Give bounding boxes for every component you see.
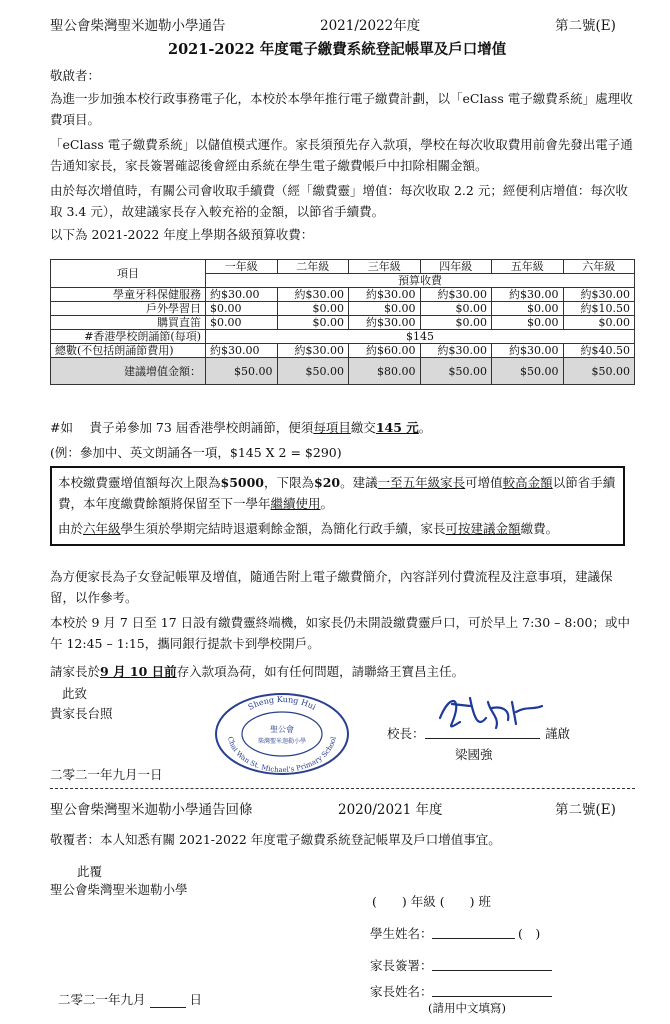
paragraph-3: 由於每次增值時，有關公司會收取手續費（經「繳費靈」增值：每次收取 2.2 元；經便利店增值：每次收取 3.4 元），故建議家長存入較充裕的金額，以節省手續費。 [50, 183, 628, 219]
notice-title: 2021-2022 年度電子繳費系統登記帳單及戶口增值 [168, 41, 507, 58]
parent-signature-input[interactable] [432, 970, 552, 971]
grade-header: 六年級 [563, 260, 635, 274]
student-name-input[interactable] [432, 938, 515, 939]
budget-header: 預算收費 [206, 274, 635, 288]
reply-ci-fu: 此覆 [77, 864, 103, 879]
fee-table [50, 259, 635, 385]
principal-signature-icon [430, 688, 550, 742]
reply-number: 第二號(E) [555, 802, 616, 818]
closing-recipient: 貴家長台照 [50, 706, 113, 721]
salutation: 敬啟者： [50, 68, 101, 83]
grade-class-field[interactable]: ( ) 年級 ( ) 班 [372, 894, 491, 909]
student-class-no-paren[interactable]: ( ) [518, 926, 541, 941]
seal-bottom-text: Chai Wan St. Michael's Primary School [226, 735, 338, 775]
paragraph-6: 本校於 9 月 7 日至 17 日設有繳費靈終端機，如家長仍未開設繳費靈戶口，可於早上 7:30 – 8:00；或中午 12:45 – 1:15，攜同銀行提款卡到學校開戶。 [50, 615, 630, 651]
reply-school-name: 聖公會柴灣聖米迦勒小學 [50, 882, 188, 897]
reply-date-day-input[interactable] [150, 995, 186, 1008]
paragraph-2: 「eClass 電子繳費系統」以儲值模式運作。家長須預先存入款項，學校在每次收取費用前會先發出電子通告通知家長，家長簽署確認後會經由系統在學生電子繳費帳戶中扣除相關金額。 [50, 137, 633, 173]
seal-inner-2: 柴灣聖米迦勒小學 [257, 738, 307, 745]
principal-label: 校長： [387, 726, 425, 741]
paragraph-4: 以下為 2021-2022 年度上學期各級預算收費： [50, 227, 314, 242]
reply-date: 二零二一年九月 日 [58, 992, 203, 1007]
reply-school-header: 聖公會柴灣聖米迦勒小學通告回條 [50, 802, 253, 818]
chinese-note: (請用中文填寫) [428, 1001, 506, 1015]
parent-name-input[interactable] [432, 996, 552, 997]
paragraph-1: 為進一步加強本校行政事務電子化，本校於本學年推行電子繳費計劃，以「eClass 電子繳費系統」處理收費項目。 [50, 91, 633, 127]
jin-qi: 謹啟 [545, 726, 571, 741]
student-name-label: 學生姓名： [370, 926, 433, 941]
grade-header: 四年級 [420, 260, 492, 274]
grade-header: 二年級 [277, 260, 349, 274]
principal-name: 梁國強 [455, 747, 493, 762]
table-row: 戶外學習日 $0.00 $0.00 $0.00 $0.00 $0.00 約$10.50 [51, 302, 635, 316]
important-notice-box [50, 466, 625, 546]
parent-signature-label: 家長簽署： [370, 958, 433, 973]
notice-date: 二零二一年九月一日 [50, 767, 163, 782]
grade-header: 三年級 [349, 260, 421, 274]
reply-divider [50, 788, 635, 789]
school-seal-icon [212, 690, 352, 778]
grade-header: 五年級 [492, 260, 564, 274]
seal-top-text: Sheng Kung Hui [246, 694, 318, 712]
table-row: 總數(不包括朗誦節費用) 約$30.00 約$30.00 約$60.00 約$30.00 約$30.00 約$40.50 [51, 344, 635, 358]
notice-number: 第二號(E) [555, 18, 616, 34]
table-row: #香港學校朗誦節(每項) $145 [51, 330, 635, 344]
parent-name-label: 家長姓名： [370, 984, 433, 999]
box-line-1: 本校繳費靈增值額每次上限為$5000，下限為$20。建議一至五年級家長可增值較高金額以節省手續 [58, 475, 616, 490]
reply-text: 敬覆者：本人知悉有關 2021-2022 年度電子繳費系統登記帳單及戶口增值事宜。 [50, 832, 501, 847]
school-header: 聖公會柴灣聖米迦勒小學通告 [50, 18, 226, 34]
paragraph-5: 為方便家長為子女登記帳單及增值，隨通告附上電子繳費簡介，內容詳列付費流程及注意事項，建議保留，以作參考。 [50, 569, 613, 605]
table-row: 購買直笛 $0.00 $0.00 約$30.00 $0.00 $0.00 $0.00 [51, 316, 635, 330]
table-row: 學童牙科保健服務 約$30.00 約$30.00 約$30.00 約$30.00 約$30.00 約$30.00 [51, 288, 635, 302]
closing-ci-zhi: 此致 [62, 686, 88, 701]
item-header: 項目 [51, 260, 206, 288]
box-line-2: 費，本年度繳費餘額將保留至下一學年繼續使用。 [58, 496, 334, 511]
box-line-3: 由於六年級學生須於學期完結時退還剩餘金額，為簡化行政手續，家長可按建議金額繳費。 [58, 521, 559, 536]
reply-year: 2020/2021 年度 [338, 802, 443, 818]
school-year: 2021/2022年度 [320, 18, 421, 34]
seal-inner-1: 聖公會 [270, 725, 294, 734]
speech-example: (例：參加中、英文朗誦各一項，$145 X 2 = $290) [50, 445, 342, 460]
grade-header: 一年級 [206, 260, 278, 274]
table-row: 建議增值金額： $50.00 $50.00 $80.00 $50.00 $50.00 $50.00 [51, 358, 635, 385]
paragraph-7: 請家長於9 月 10 日前存入款項為荷，如有任何問題，請聯絡王寶昌主任。 [50, 664, 465, 679]
speech-note: #如 貴子弟參加 73 屆香港學校朗誦節，便須每項目繳交145 元。 [50, 420, 432, 435]
